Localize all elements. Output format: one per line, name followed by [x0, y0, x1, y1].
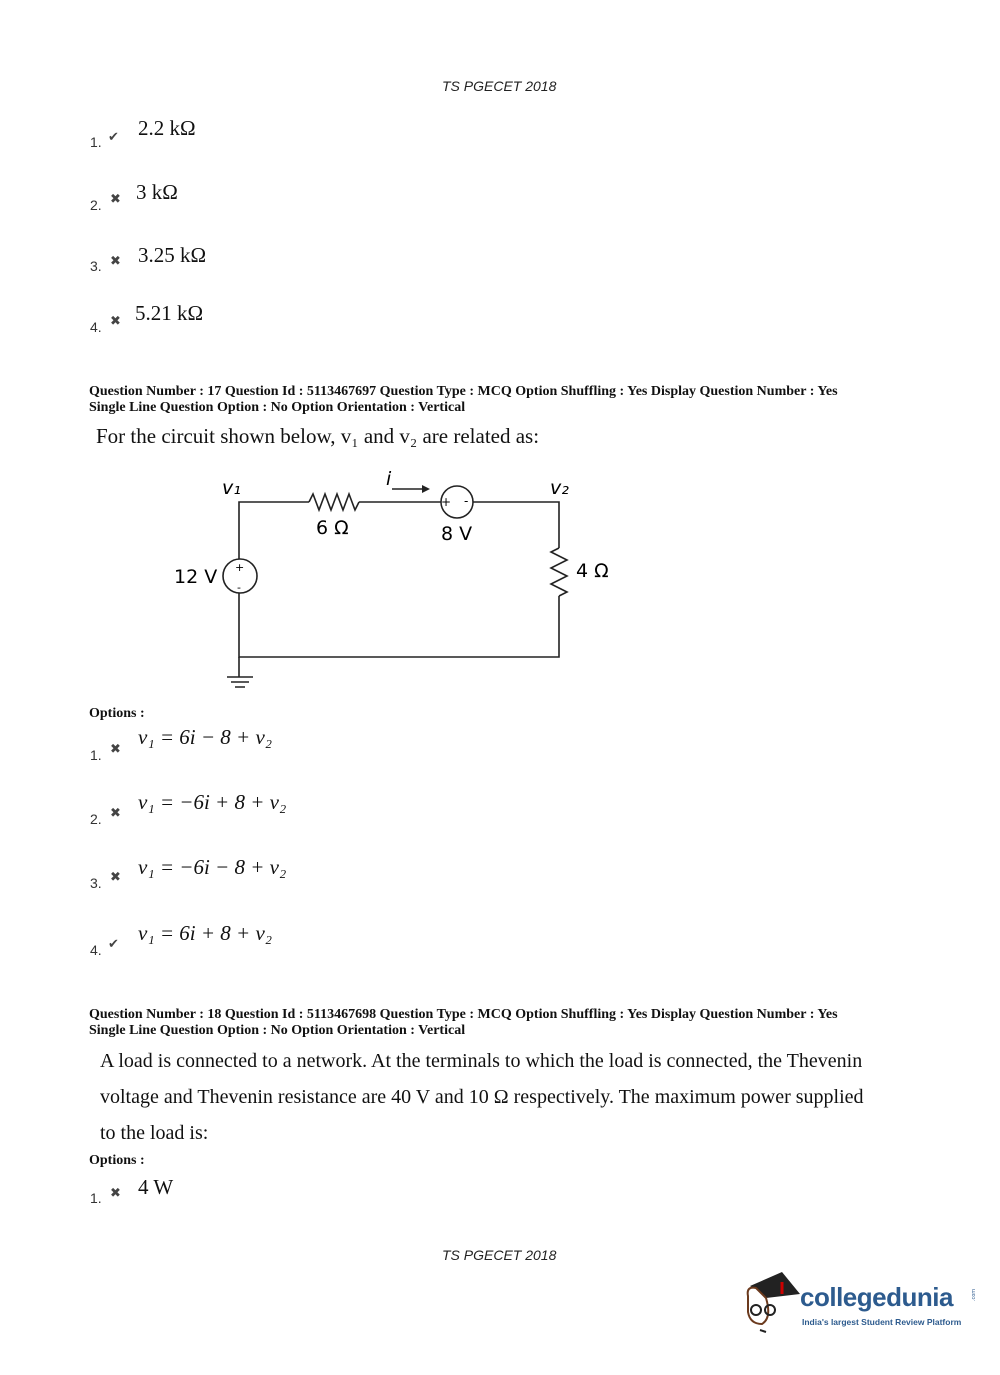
cross-icon: ✖ [110, 254, 121, 269]
label-current: i [386, 468, 392, 490]
meta-line-2: Single Line Question Option : No Option Orientation : Vertical [89, 1023, 466, 1038]
cross-icon: ✖ [110, 742, 121, 757]
label-12v: 12 V [174, 566, 218, 588]
option-number: 1. [90, 1190, 102, 1206]
label-4ohm: 4 Ω [576, 560, 609, 582]
option-number: 4. [90, 319, 102, 335]
question-17-text: For the circuit shown below, v₁ and v₂ are related as: [96, 424, 540, 448]
collegedunia-logo [742, 1268, 992, 1338]
cross-icon: ✖ [110, 806, 121, 821]
wire [473, 502, 559, 548]
page-footer: TS PGECET 2018 [442, 1247, 557, 1263]
option-number: 2. [90, 811, 102, 827]
meta-line-1: Question Number : 18 Question Id : 5113467698 Question Type : MCQ Option Shuffling : Yes Display Question Number : Yes [89, 1007, 838, 1022]
option-text: 5.21 kΩ [135, 301, 204, 325]
option-text: 2.2 kΩ [138, 116, 196, 140]
question-18-text [100, 1043, 864, 1151]
text-line: to the load is: [100, 1122, 209, 1144]
cross-icon: ✖ [110, 1186, 121, 1201]
option-number: 1. [90, 747, 102, 763]
logo-suffix: .com [971, 1288, 978, 1302]
label-v2: v₂ [550, 477, 569, 499]
wire [239, 502, 309, 559]
logo-wordmark: collegedunia [800, 1282, 953, 1312]
plus-sign: + [235, 561, 245, 574]
cross-icon: ✖ [110, 192, 121, 207]
text-line: A load is connected to a network. At the terminals to which the load is connected, the Thevenin [100, 1050, 863, 1072]
option-text: 3.25 kΩ [138, 243, 207, 267]
option-text: 3 kΩ [136, 180, 178, 204]
option-number: 1. [90, 134, 102, 150]
meta-line-2: Single Line Question Option : No Option Orientation : Vertical [89, 400, 466, 415]
question-18-meta [89, 1007, 838, 1039]
mascot-icon [742, 1268, 802, 1336]
option-number: 4. [90, 942, 102, 958]
option-number: 2. [90, 197, 102, 213]
wire [239, 593, 559, 657]
check-icon: ✔ [108, 130, 119, 145]
meta-line-1: Question Number : 17 Question Id : 5113467697 Question Type : MCQ Option Shuffling : Yes Display Question Number : Yes [89, 384, 838, 399]
minus-sign: - [237, 581, 241, 594]
options-label: Options : [89, 1153, 145, 1168]
cross-icon: ✖ [110, 870, 121, 885]
option-text: 4 W [138, 1175, 174, 1199]
option-text: v₁ = −6i + 8 + v₂ [138, 790, 287, 814]
check-icon: ✔ [108, 937, 119, 952]
minus-sign: - [464, 494, 469, 508]
arrow-head-icon [422, 485, 430, 493]
ground-icon [227, 657, 253, 687]
option-text: v₁ = 6i + 8 + v₂ [138, 921, 273, 945]
label-v1: v₁ [222, 477, 241, 499]
plus-sign: + [441, 495, 452, 509]
option-text: v₁ = 6i − 8 + v₂ [138, 725, 273, 749]
text-line: voltage and Thevenin resistance are 40 V and 10 Ω respectively. The maximum power supplied [100, 1086, 864, 1108]
option-text: v₁ = −6i − 8 + v₂ [138, 855, 287, 879]
page-header: TS PGECET 2018 [442, 78, 557, 94]
option-number: 3. [90, 258, 102, 274]
option-number: 3. [90, 875, 102, 891]
label-8v: 8 V [441, 523, 473, 545]
cross-icon: ✖ [110, 314, 121, 329]
options-label: Options : [89, 706, 145, 721]
label-6ohm: 6 Ω [316, 517, 349, 539]
resistor-4ohm [551, 548, 567, 596]
logo-tagline: India's largest Student Review Platform [802, 1317, 962, 1327]
resistor-6ohm [309, 494, 359, 510]
